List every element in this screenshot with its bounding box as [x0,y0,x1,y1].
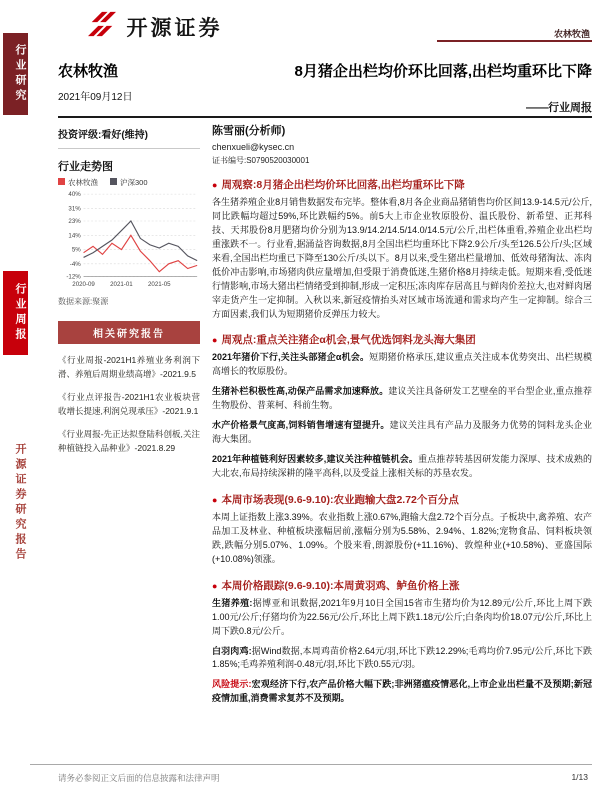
paragraph-rest: 据Wind数据,本周鸡苗价格2.64元/羽,环比下跌12.29%;毛鸡均价7.95元/公斤,环比下跌1.85%;毛鸡养殖利润-0.48元/羽,环比下跌0.55元/羽。 [212,645,592,670]
bullet-icon: ● [212,494,218,505]
paragraph-animal-health [212,385,592,413]
legend-label-agriculture: 农林牧渔 [68,178,98,187]
chart-source: 数据来源:聚源 [58,297,109,306]
section-heading-market [212,492,592,507]
paragraph-week-observe: 各生猪养殖企业8月销售数据发布完毕。整体看,8月各企业商品猪销售均价区间13.9-14.5元/公斤,同比跌幅均超过59%,环比跌幅约5%。前5大上市企业牧原股份、温氏股份、新希望、正邦科技、天邦股份8月肥猪均价分别为13.9/14.2/14.5/14.0/14.5元/公斤,出栏体重看,养殖企业出栏均重涨跌不一。行业看,据涌益咨询数据,8月全国出栏均重环比下降2.9公斤/头至126.5公斤/头;区域来看,全国出栏均重已下降至130公斤/头以下。8月以来,受生猪出栏量增加、低效母猪淘汰、冻肉低价冲击影响,市场猪肉供应量增加,但受限于消费低迷,生猪价格8月持续走低。短期来看,受低迷行情影响,市场大猪出栏情绪受到抑制,形成一定积压;冻肉库存居高且与鲜肉价差拉大,也对鲜肉屠宰走货产生一定抑制。入秋以来,新冠疫情抬头对区域市场流通和需求均产生一定抑制。综合三方面因素,我们认为短期猪价反弹压力较大。 [212,197,592,319]
legend-label-hs300: 沪深300 [120,178,148,187]
risk-text: 宏观经济下行,农产品价格大幅下跌;非洲猪瘟疫情恶化,上市企业出栏量不及预期;新冠疫情加重,消费需求复苏不及预期。 [212,679,592,704]
paragraph-broiler-price [212,645,592,673]
legend-item-hs300 [110,177,148,188]
report-date: 2021年09月12日 [58,92,133,103]
related-report-item [58,427,200,455]
chart-legend [58,177,200,188]
logo-icon [88,25,120,42]
sidebar-report-series [3,418,28,588]
paragraph-lead: 2021年种植链利好因素较多,建议关注种植链机会。 [212,454,419,465]
sidebar-industry-weekly-label: 行业周报 [14,283,26,343]
svg-text:-4%: -4% [69,260,81,268]
page-title: 8月猪企出栏均价环比回落,出栏均重环比下降 [294,63,592,80]
header-divider [58,116,592,118]
svg-text:2020-09: 2020-09 [72,280,95,288]
section-heading-text: 周观察:8月猪企出栏均价环比回落,出栏均重环比下降 [221,179,465,191]
section-heading-text: 本周价格跟踪(9.6-9.10):本周黄羽鸡、鲈鱼价格上涨 [221,579,460,592]
svg-text:2021-05: 2021-05 [148,280,171,288]
related-report-item [58,390,200,418]
paragraph-rest: 据博亚和讯数据,2021年9月10日全国15省市生猪均价为12.89元/公斤,环比上周下跌1.00元/公斤;仔猪均价为22.56元/公斤,环比上周下跌1.18元/公斤;白条肉均价18.07元/公斤,环比上周下跌0.8元/公斤。 [212,597,593,636]
paragraph-lead: 生猪补栏积极性高,动保产品需求加速释放。 [212,386,389,397]
main-column [212,122,592,712]
analyst-email: chenxueli@kysec.cn [212,142,295,152]
bullet-icon: ● [212,580,218,591]
svg-text:14%: 14% [68,232,81,240]
page-number: 1/13 [571,772,588,782]
paragraph-rest: 重点推荐转基因研发能力深厚、技术成熟的大北农,布局持续深耕的隆平高科,以及受益上涨相关标的苏垦农发。 [212,454,592,478]
sidebar-industry-research-label: 行业研究 [14,44,26,104]
legend-item-nlmy [58,177,98,188]
section-heading-week-view [212,332,592,347]
section-heading-week-observe [212,177,592,192]
paragraph-aqua-feed [212,419,592,447]
section-heading-text: 本周市场表现(9.6-9.10):农业跑输大盘2.72个百分点 [221,493,459,506]
trend-chart-svg [58,189,200,292]
page-section-label: 农林牧渔 [58,63,119,80]
rating-value: 看好(维持) [101,130,149,141]
industry-tag: 农林牧渔 [553,29,590,39]
paragraph-rest: 建议关注具备研发工艺壁垒的平台型企业,重点推荐生物股份、普莱柯、科前生物。 [212,386,592,411]
sidebar-report-series-label: 开源证券研究报告 [14,443,26,563]
left-column [58,126,200,455]
industry-tag-rule [437,40,592,42]
related-report-title: 《行业周报-先正达拟登陆科创板,关注种植链投入品种业》 [58,429,200,454]
svg-text:23%: 23% [68,218,81,226]
legend-swatch-hs300 [110,178,117,185]
section-heading-price-track [212,578,592,593]
analyst-name: 陈雪丽(分析师) [212,125,286,137]
logo-text: 开源证券 [126,16,223,40]
paragraph-lead: 2021年猪价下行,关注头部猪企α机会。 [212,352,370,363]
related-report-item [58,353,200,381]
paragraph-lead: 生猪养殖: [212,597,253,608]
svg-text:31%: 31% [68,205,81,213]
logo [88,10,222,43]
paragraph-pig-price [212,597,592,639]
section-heading-text: 周观点:重点关注猪企α机会,景气优选饲料龙头海大集团 [221,334,476,347]
related-report-date: -2021.9.5 [160,369,196,380]
risk-label: 风险提示: [212,679,252,690]
svg-text:-12%: -12% [66,273,81,281]
related-report-title: 《行业点评报告-2021H1农业板块营收增长提速,利润兑现承压》 [58,392,200,417]
report-subtitle: ——行业周报 [526,102,592,114]
paragraph-planting-chain [212,453,592,481]
rating-row [58,126,200,149]
paragraph-rest: 建议关注具有产品力及服务力优势的饲料龙头企业海大集团。 [212,420,592,445]
paragraph-lead: 白羽肉鸡: [212,645,252,656]
rating-label: 投资评级: [58,130,102,141]
paragraph-lead: 水产价格景气度高,饲料销售增速有望提升。 [212,420,390,431]
svg-text:2021-01: 2021-01 [110,280,133,288]
related-report-title: 《行业周报-2021H1养殖业务利润下滑、养殖后周期业绩高增》 [58,355,200,380]
paragraph-risk [212,678,592,706]
bullet-icon: ● [212,180,218,190]
paragraph-rest: 短期猪价格承压,建议重点关注成本优势突出、出栏规模高增长的牧原股份。 [212,352,592,377]
legend-swatch-agriculture [58,178,65,185]
related-report-date: -2021.8.29 [134,443,176,454]
related-reports-header: 相关研究报告 [58,321,200,344]
svg-text:5%: 5% [71,246,81,254]
paragraph-pig-alpha [212,351,592,379]
paragraph-market: 本周上证指数上涨3.39%。农业指数上涨0.67%,跑输大盘2.72个百分点。子板块中,禽养殖、农产品加工及林业、种植板块涨幅居前,涨幅分别为5.58%、2.94%、1.82%;宠物食品、饲料板块领跌,跌幅分别5.07%、1.09%。个股来看,朗源股份(+11.16%)、敦煌种业(+10.58%)、亚盛国际(+10.08%)领涨。 [212,511,592,564]
bullet-icon: ● [212,335,218,346]
svg-text:40%: 40% [68,191,81,199]
sidebar-industry-research [3,33,28,115]
footer-rule [30,764,592,765]
related-report-date: -2021.9.1 [162,406,199,417]
footer-disclaimer: 请务必参阅正文后面的信息披露和法律声明 [58,773,220,783]
trend-chart-title: 行业走势图 [58,161,113,173]
sidebar-industry-weekly [3,271,28,355]
analyst-cert: 证书编号:S0790520030001 [212,156,310,165]
